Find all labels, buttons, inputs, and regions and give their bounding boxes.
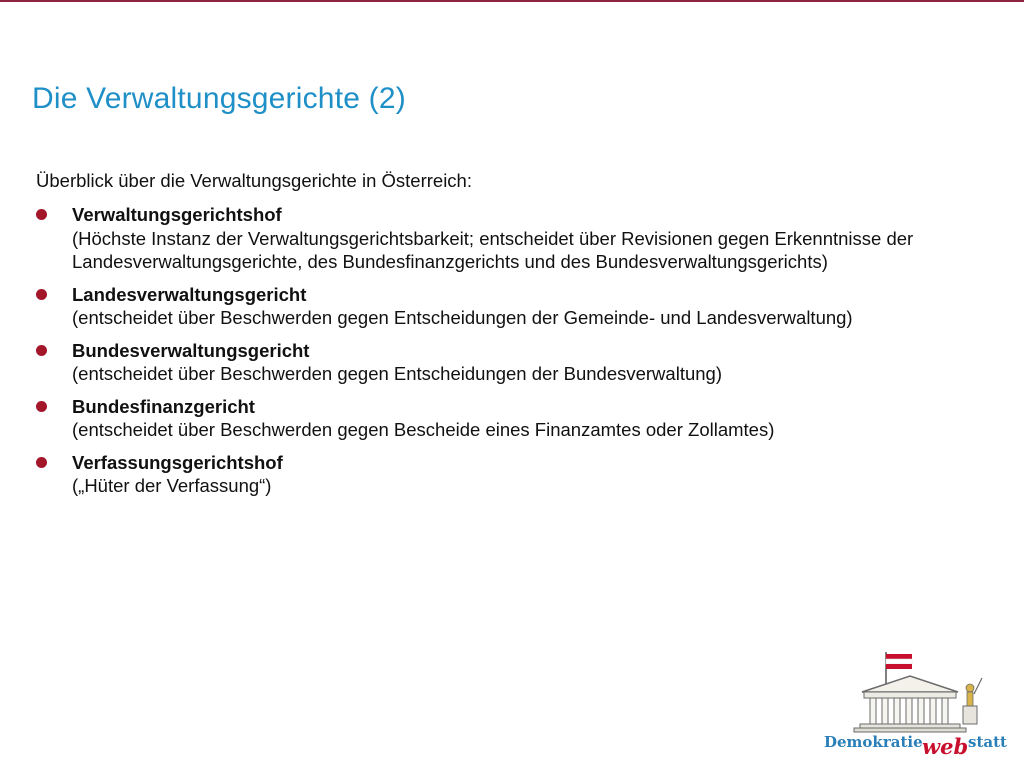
top-accent-rule [0,0,1024,2]
court-name: Landesverwaltungsgericht [72,283,307,305]
court-list [36,203,956,507]
bullet-icon [36,457,47,468]
court-description: (entscheidet über Beschwerden gegen Bescheide eines Finanzamtes oder Zollamtes) [72,419,775,440]
bullet-icon [36,401,47,412]
court-name: Verfassungsgerichtshof [72,451,283,473]
bullet-icon [36,209,47,220]
court-description: (entscheidet über Beschwerden gegen Entscheidungen der Bundesverwaltung) [72,363,722,384]
svg-text:Demokratie: Demokratie [824,733,923,751]
bullet-icon [36,289,47,300]
court-description: (Höchste Instanz der Verwaltungsgerichtsbarkeit; entscheidet über Revisionen gegen Erkenntnisse der Landesverwaltungsgerichte, des Bundesfinanzgerichts und des Bundesverwaltungsgerichts) [72,227,914,272]
court-name: Verwaltungsgerichtshof [72,204,282,225]
parliament-building-icon [822,648,1014,760]
bullet-icon [36,345,47,356]
list-item [36,283,956,330]
list-item [36,339,956,386]
list-item [36,395,956,442]
demokratiewebstatt-logo [822,648,1014,760]
court-description: („Hüter der Verfassung“) [72,475,272,496]
slide-title: Die Verwaltungsgerichte (2) [32,82,406,115]
list-item [36,451,956,498]
slide-intro: Überblick über die Verwaltungsgerichte in Österreich: [36,170,472,191]
list-item [36,203,956,274]
court-name: Bundesverwaltungsgericht [72,339,310,361]
court-name: Bundesfinanzgericht [72,395,255,417]
court-description: (entscheidet über Beschwerden gegen Entscheidungen der Gemeinde- und Landesverwaltung) [72,307,853,328]
svg-text:statt: statt [968,733,1007,751]
svg-text:web: web [922,734,969,759]
